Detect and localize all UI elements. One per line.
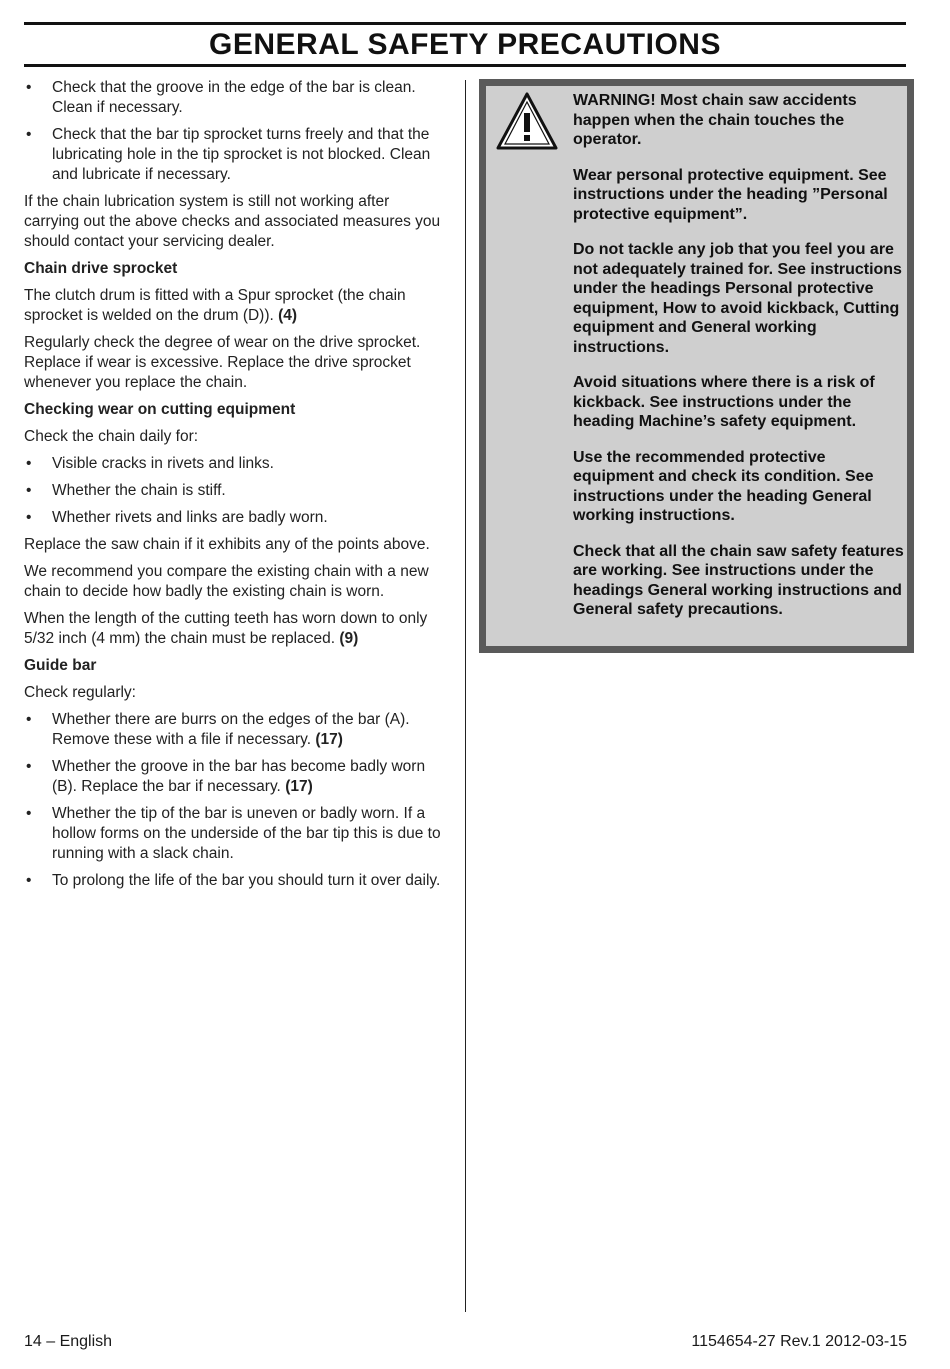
figure-ref: (4) — [278, 307, 298, 324]
paragraph: When the length of the cutting teeth has worn down to only 5/32 inch (4 mm) the chain must be replaced. (9) — [24, 610, 428, 647]
list-item: • Whether the tip of the bar is uneven or badly worn. If a hollow forms on the underside of the bar tip this is due to running with a slack chain. — [26, 805, 441, 862]
wear-check-list — [24, 454, 448, 528]
list-item: • Whether there are burrs on the edges of the bar (A). Remove these with a file if necessary. (17) — [26, 711, 410, 748]
paragraph: Regularly check the degree of wear on the drive sprocket. Replace if wear is excessive. Replace the drive sprocket whenever you replace the chain. — [24, 334, 421, 391]
list-item: • Whether the groove in the bar has become badly worn (B). Replace the bar if necessary. (17) — [26, 758, 426, 795]
page-number: 14 – English — [24, 1333, 113, 1350]
page-title: GENERAL SAFETY PRECAUTIONS — [209, 28, 721, 61]
paragraph: We recommend you compare the existing chain with a new chain to decide how badly the existing chain is worn. — [24, 563, 429, 600]
warning-paragraph: Use the recommended protective equipment and check its condition. See instructions under the heading General working instructions. — [573, 448, 874, 524]
warning-triangle-icon — [496, 92, 558, 150]
lubrication-note: If the chain lubrication system is still not working after carrying out the above checks and associated measures you should contact your servicing dealer. — [24, 193, 441, 250]
bullet-icon: • — [26, 758, 32, 775]
list-item: • Check that the bar tip sprocket turns freely and that the lubricating hole in the tip sprocket is not blocked. Clean and lubricate if necessary. — [26, 126, 431, 183]
warning-box — [479, 79, 914, 653]
bullet-icon: • — [26, 509, 32, 526]
column-divider — [465, 80, 466, 1312]
bullet-icon: • — [26, 872, 32, 889]
document-id: 1154654-27 Rev.1 2012-03-15 — [691, 1333, 907, 1350]
section-heading-checking-wear: Checking wear on cutting equipment — [24, 401, 296, 418]
left-column — [24, 78, 448, 898]
bullet-icon: • — [26, 805, 32, 822]
paragraph: Check the chain daily for: — [24, 428, 199, 445]
figure-ref: (17) — [285, 778, 313, 795]
bullet-icon: • — [26, 711, 32, 728]
bullet-icon: • — [26, 482, 32, 499]
figure-ref: (17) — [315, 731, 343, 748]
warning-text — [573, 91, 905, 620]
list-item: • Whether the chain is stiff. — [26, 482, 226, 499]
figure-ref: (9) — [339, 630, 359, 647]
list-item: • To prolong the life of the bar you should turn it over daily. — [26, 872, 441, 889]
warning-paragraph: Avoid situations where there is a risk of kickback. See instructions under the heading Machine’s safety equipment. — [573, 374, 875, 430]
paragraph: Replace the saw chain if it exhibits any of the points above. — [24, 536, 430, 553]
warning-paragraph: WARNING! Most chain saw accidents happen when the chain touches the operator. — [573, 92, 857, 148]
section-heading-guide-bar: Guide bar — [24, 657, 97, 674]
intro-bullet-list — [24, 78, 448, 185]
paragraph: Check regularly: — [24, 684, 136, 701]
section-heading-chain-drive-sprocket: Chain drive sprocket — [24, 260, 178, 277]
list-item: • Visible cracks in rivets and links. — [26, 455, 274, 472]
list-item: • Check that the groove in the edge of the bar is clean. Clean if necessary. — [26, 79, 416, 116]
warning-paragraph: Do not tackle any job that you feel you are not adequately trained for. See instructions under the headings Personal protective equipment, How to avoid kickback, Cutting equipment and General working instructions. — [573, 241, 902, 356]
guide-bar-list — [24, 710, 448, 891]
bullet-icon: • — [26, 126, 32, 143]
bullet-icon: • — [26, 455, 32, 472]
header-rule-bottom — [24, 64, 906, 67]
warning-paragraph: Wear personal protective equipment. See instructions under the heading ”Personal protective equipment”. — [573, 166, 888, 223]
bullet-icon: • — [26, 79, 32, 96]
warning-paragraph: Check that all the chain saw safety features are working. See instructions under the headings General working instructions and General safety precautions. — [573, 542, 904, 618]
list-item: • Whether rivets and links are badly worn. — [26, 509, 328, 526]
paragraph: The clutch drum is fitted with a Spur sprocket (the chain sprocket is welded on the drum (D)). (4) — [24, 287, 406, 324]
